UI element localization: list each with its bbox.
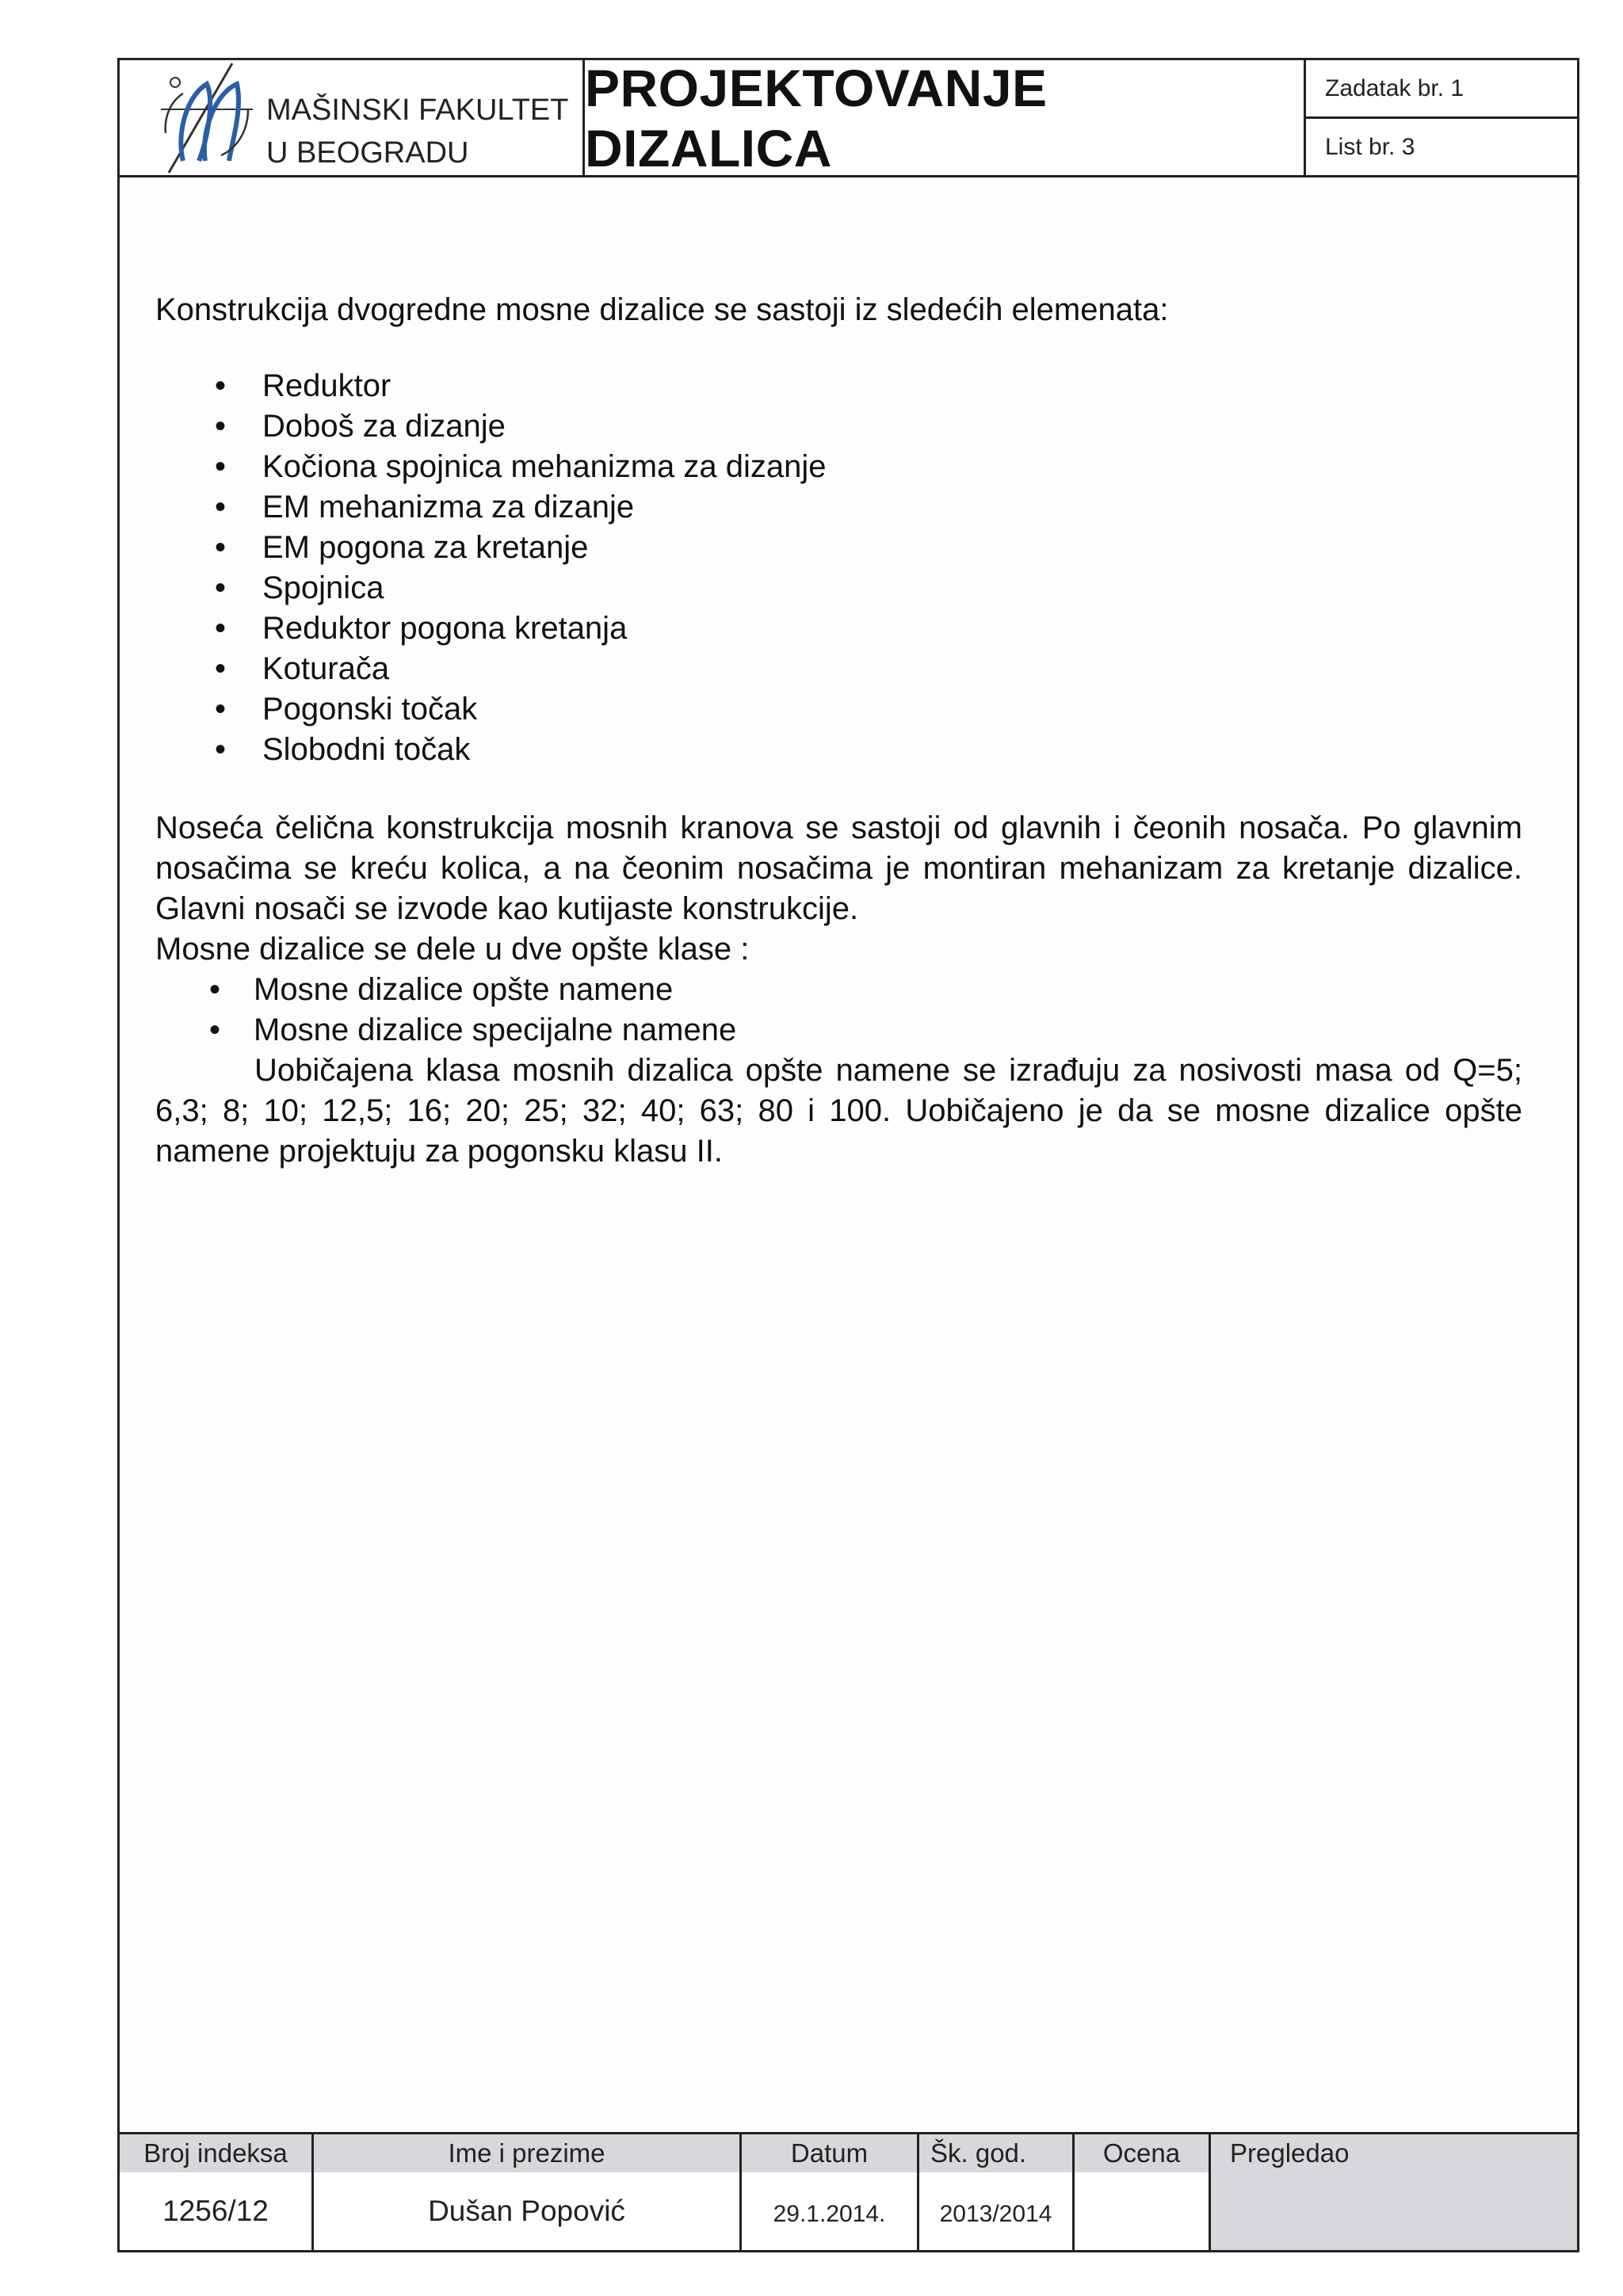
index-label: Broj indeksa xyxy=(120,2134,311,2172)
faculty-block xyxy=(120,60,585,175)
list-item: • Mosne dizalice opšte namene xyxy=(155,970,1522,1010)
intro-paragraph: Konstrukcija dvogredne mosne dizalice se sastoji iz sledećih elemenata: xyxy=(155,292,1169,327)
reviewed-column xyxy=(1211,2134,1577,2250)
grade-column xyxy=(1075,2134,1211,2250)
page-frame xyxy=(117,58,1579,2252)
title-block-header xyxy=(120,60,1577,177)
reviewed-value xyxy=(1211,2172,1577,2250)
school-year-label: Šk. god. xyxy=(919,2134,1072,2172)
faculty-name-line1: MAŠINSKI FAKULTET xyxy=(266,93,569,127)
faculty-logo-icon xyxy=(159,62,254,177)
index-value: 1256/12 xyxy=(120,2172,311,2250)
faculty-name xyxy=(266,89,568,174)
sheet-meta xyxy=(1306,60,1577,175)
index-column xyxy=(120,2134,314,2250)
task-number: Zadatak br. 1 xyxy=(1306,60,1577,119)
title-block-footer xyxy=(120,2132,1577,2250)
name-value: Dušan Popović xyxy=(314,2172,739,2250)
classes-list xyxy=(155,970,1522,1051)
list-item: • Kočiona spojnica mehanizma za dizanje xyxy=(155,447,1522,487)
list-item: • Mosne dizalice specijalne namene xyxy=(155,1010,1522,1051)
reviewed-label: Pregledao xyxy=(1211,2134,1577,2172)
grade-value xyxy=(1075,2172,1209,2250)
school-year-column xyxy=(919,2134,1075,2250)
list-item: • Spojnica xyxy=(155,568,1522,608)
main-content xyxy=(155,290,1522,1172)
list-item: • EM mehanizma za dizanje xyxy=(155,487,1522,528)
list-item: • Reduktor xyxy=(155,366,1522,406)
date-label: Datum xyxy=(742,2134,917,2172)
list-item: • EM pogona za kretanje xyxy=(155,528,1522,568)
school-year-value: 2013/2014 xyxy=(919,2172,1072,2250)
classes-intro: Mosne dizalice se dele u dve opšte klase : xyxy=(155,932,750,967)
name-label: Ime i prezime xyxy=(314,2134,739,2172)
elements-list xyxy=(155,366,1522,770)
grade-label: Ocena xyxy=(1075,2134,1209,2172)
name-column xyxy=(314,2134,742,2250)
list-item: • Pogonski točak xyxy=(155,689,1522,730)
date-column xyxy=(742,2134,919,2250)
document-title: PROJEKTOVANJE DIZALICA xyxy=(585,60,1306,175)
list-item: • Doboš za dizanje xyxy=(155,406,1522,447)
capacity-paragraph: Uobičajena klasa mosnih dizalica opšte namene se izrađuju za nosivosti masa od Q=5; 6,3; 8; 10; 12,5; 16; 20; 25; 32; 40; 63; 80 i 100. Uobičajeno je da se mosne dizalice opšte namene projektuju za pogonsku klasu II. xyxy=(155,1053,1522,1169)
list-item: • Slobodni točak xyxy=(155,730,1522,770)
sheet-number: List br. 3 xyxy=(1325,133,1415,160)
list-item: • Koturača xyxy=(155,649,1522,689)
faculty-name-line2: U BEOGRADU xyxy=(266,136,469,170)
structure-paragraph: Noseća čelična konstrukcija mosnih kranova se sastoji od glavnih i čeonih nosača. Po glavnim nosačima se kreću kolica, a na čeonim nosačima je montiran mehanizam za kretanje dizalice. Glavni nosači se izvode kao kutijaste konstrukcije. xyxy=(155,810,1522,926)
list-item: • Reduktor pogona kretanja xyxy=(155,608,1522,649)
date-value: 29.1.2014. xyxy=(742,2172,917,2250)
